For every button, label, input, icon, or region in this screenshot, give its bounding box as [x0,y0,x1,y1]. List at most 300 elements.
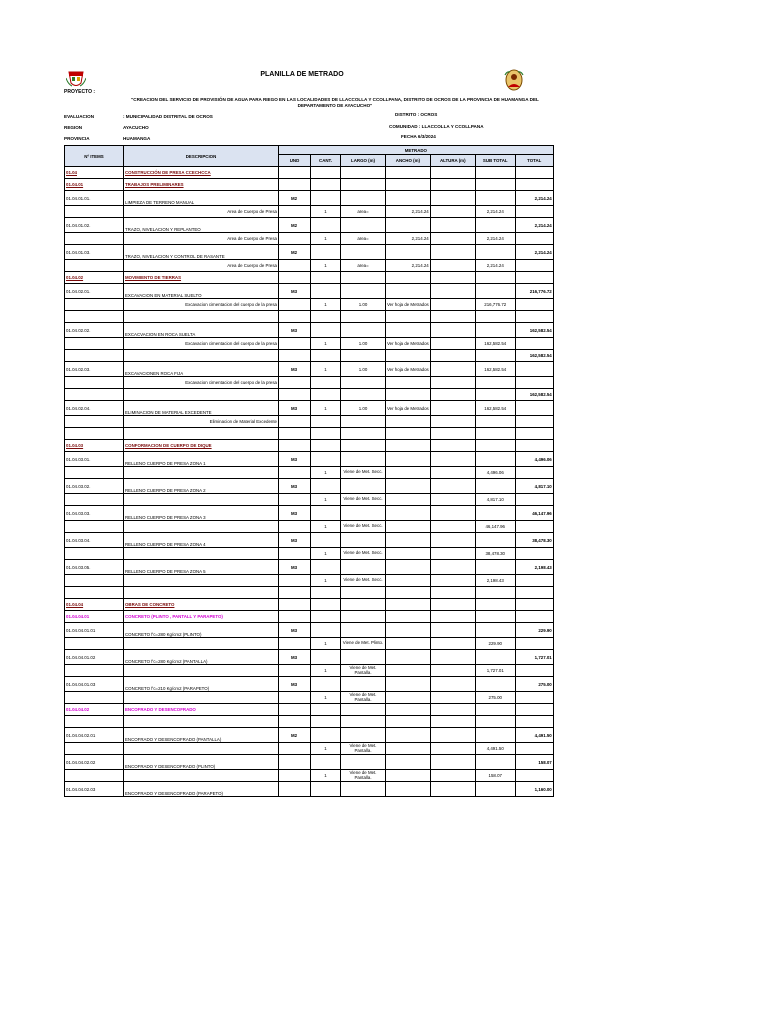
cell-subtotal: 1,727.01 [475,665,515,677]
cell-total [515,233,553,245]
cell-total: 2,214.24 [515,191,553,206]
cell-ancho [386,506,431,521]
cell-total: 1,727.01 [515,650,553,665]
cell-item [65,233,124,245]
cell-largo [341,416,386,428]
cell-altura [430,506,475,521]
cell-cant [311,452,341,467]
cell-cant: 1 [311,521,341,533]
cell-largo [341,272,386,284]
cell-total [515,260,553,272]
cell-subtotal: 162,582.54 [475,401,515,416]
cell-desc [124,467,279,479]
cell-und: M2 [279,728,311,743]
cell-altura [430,650,475,665]
cell-altura [430,350,475,362]
cell-altura [430,587,475,599]
cell-desc: EXCAVACIONEN ROCA FIJA [124,362,279,377]
table-row [65,716,554,728]
cell-total: 275.00 [515,677,553,692]
cell-total [515,716,553,728]
table-row [65,323,554,338]
cell-desc [124,575,279,587]
cell-subtotal [475,245,515,260]
cell-cant [311,728,341,743]
cell-subtotal: 46,147.96 [475,521,515,533]
cell-und: M3 [279,479,311,494]
cell-item [65,716,124,728]
cell-ancho [386,770,431,782]
cell-ancho [386,650,431,665]
cell-ancho [386,677,431,692]
table-row [65,350,554,362]
table-row [65,467,554,479]
cell-und [279,770,311,782]
cell-und [279,611,311,623]
cell-altura [430,389,475,401]
cell-altura [430,218,475,233]
cell-altura [430,704,475,716]
col-header-und: UND [279,155,311,167]
cell-largo [341,704,386,716]
cell-desc: Area de Cuerpo de Presa [124,206,279,218]
cell-item [65,521,124,533]
cell-total: 4,491.50 [515,728,553,743]
cell-desc: Excavacion cimentacion del cuerpo de la presa [124,299,279,311]
cell-altura [430,284,475,299]
cell-und [279,782,311,797]
cell-total [515,587,553,599]
cell-ancho [386,377,431,389]
fecha-value: FECHA 6/3/2024 [401,134,436,139]
cell-item: 01.04.04.01.03 [65,677,124,692]
cell-total [515,272,553,284]
col-header-total: TOTAL [515,155,553,167]
cell-total: 2,214.24 [515,218,553,233]
cell-und: M3 [279,401,311,416]
cell-ancho [386,533,431,548]
cell-desc: LIMPIEZA DE TERRENO MANUAL [124,191,279,206]
cell-largo: area= [341,206,386,218]
cell-ancho: 2,214.24 [386,260,431,272]
cell-desc: CONSTRUCCIÓN DE PRESA CCECHCCA [124,167,279,179]
cell-total: 4,817.10 [515,479,553,494]
cell-subtotal [475,587,515,599]
cell-largo [341,245,386,260]
cell-item: 01.04.04.02.03 [65,782,124,797]
cell-total [515,311,553,323]
table-row [65,506,554,521]
cell-desc: CONCRETO f'c=280 Kg/cm2 (PLINTO) [124,623,279,638]
cell-largo [341,167,386,179]
cell-ancho [386,521,431,533]
cell-desc: RELLENO CUERPO DE PRESA ZONA 5 [124,560,279,575]
table-row [65,548,554,560]
cell-total [515,338,553,350]
cell-desc [124,743,279,755]
cell-altura [430,770,475,782]
cell-total: 216,776.72 [515,284,553,299]
cell-cant: 1 [311,692,341,704]
cell-total [515,521,553,533]
cell-cant: 1 [311,299,341,311]
cell-largo [341,428,386,440]
cell-total [515,692,553,704]
cell-subtotal: 216,776.72 [475,299,515,311]
cell-desc: ENCOFRADO Y DESENCOFRADO (PANTALLA) [124,728,279,743]
cell-und [279,755,311,770]
cell-subtotal: 2,198.43 [475,575,515,587]
cell-altura [430,743,475,755]
cell-ancho: Ver hoja de Metrados [386,338,431,350]
cell-desc: CONCRETO (PLINTO , PANTALL Y PARAPETO) [124,611,279,623]
cell-item: 01.04.04.01.02 [65,650,124,665]
cell-subtotal [475,728,515,743]
cell-und [279,467,311,479]
municipal-crest-logo [504,69,524,91]
cell-und: M3 [279,362,311,377]
cell-und [279,599,311,611]
cell-subtotal [475,377,515,389]
cell-subtotal [475,167,515,179]
cell-cant [311,623,341,638]
col-header-items: Nº ITEMS [65,146,124,167]
cell-subtotal [475,416,515,428]
cell-altura [430,233,475,245]
cell-ancho [386,692,431,704]
cell-item [65,311,124,323]
cell-ancho [386,350,431,362]
cell-altura [430,782,475,797]
cell-ancho [386,179,431,191]
cell-largo: Viene de Met. Pantalla. [341,743,386,755]
cell-subtotal [475,428,515,440]
cell-total [515,206,553,218]
cell-desc [124,587,279,599]
cell-desc: Excavacion cimentacion del cuerpo de la presa [124,338,279,350]
cell-total [515,611,553,623]
cell-total [515,704,553,716]
cell-ancho [386,755,431,770]
cell-und: M3 [279,323,311,338]
cell-cant [311,587,341,599]
cell-ancho [386,611,431,623]
cell-ancho [386,743,431,755]
cell-largo: Viene de Met. Pantalla. [341,770,386,782]
cell-subtotal [475,179,515,191]
cell-altura [430,401,475,416]
cell-total: 229.90 [515,623,553,638]
cell-largo [341,440,386,452]
cell-ancho [386,272,431,284]
cell-largo: area= [341,260,386,272]
cell-cant [311,479,341,494]
cell-largo: 1.00 [341,362,386,377]
cell-largo [341,599,386,611]
table-row [65,611,554,623]
cell-total: 162,582.54 [515,350,553,362]
cell-desc [124,521,279,533]
cell-desc [124,311,279,323]
cell-largo [341,623,386,638]
cell-subtotal [475,611,515,623]
cell-und [279,692,311,704]
cell-largo [341,677,386,692]
cell-ancho [386,218,431,233]
cell-altura [430,638,475,650]
cell-total: 158.07 [515,755,553,770]
table-row [65,338,554,350]
cell-item [65,467,124,479]
cell-altura [430,665,475,677]
cell-cant [311,416,341,428]
col-header-descripcion: DESCRIPCION [124,146,279,167]
cell-und [279,548,311,560]
table-row [65,755,554,770]
cell-item: 01.04.04.02.02 [65,755,124,770]
cell-altura [430,494,475,506]
cell-subtotal [475,716,515,728]
cell-item [65,743,124,755]
cell-cant: 1 [311,260,341,272]
cell-total [515,548,553,560]
cell-cant: 1 [311,206,341,218]
cell-ancho [386,479,431,494]
cell-ancho: 2,214.24 [386,233,431,245]
cell-subtotal [475,389,515,401]
cell-item: 01.04.01.03. [65,245,124,260]
cell-cant [311,677,341,692]
cell-subtotal [475,704,515,716]
cell-item: 01.04.03.03. [65,506,124,521]
cell-und: M3 [279,623,311,638]
cell-ancho [386,440,431,452]
cell-ancho [386,428,431,440]
table-row [65,575,554,587]
cell-subtotal [475,284,515,299]
cell-altura [430,575,475,587]
cell-altura [430,677,475,692]
cell-subtotal [475,272,515,284]
cell-largo [341,323,386,338]
cell-largo [341,533,386,548]
cell-largo [341,782,386,797]
cell-desc [124,428,279,440]
col-header-metrado: METRADO [279,146,554,155]
cell-subtotal: 275.00 [475,692,515,704]
cell-desc: CONFORMACION DE CUERPO DE DIQUE [124,440,279,452]
cell-total [515,599,553,611]
cell-altura [430,716,475,728]
table-row [65,362,554,377]
cell-altura [430,311,475,323]
table-row [65,452,554,467]
page-title: PLANILLA DE METRADO [260,71,344,78]
table-row [65,179,554,191]
cell-ancho [386,311,431,323]
cell-total [515,743,553,755]
cell-item [65,494,124,506]
cell-ancho [386,284,431,299]
cell-ancho [386,323,431,338]
cell-und: M3 [279,452,311,467]
cell-cant: 1 [311,743,341,755]
cell-ancho [386,716,431,728]
cell-largo [341,311,386,323]
cell-und [279,350,311,362]
cell-und: M2 [279,245,311,260]
cell-largo [341,560,386,575]
table-row [65,377,554,389]
table-row [65,428,554,440]
cell-item: 01.04.01.02. [65,218,124,233]
cell-desc: RELLENO CUERPO DE PRESA ZONA 2 [124,479,279,494]
evaluacion-label: EVALUACION [64,114,95,119]
cell-ancho [386,665,431,677]
cell-cant [311,272,341,284]
cell-total: 162,582.54 [515,389,553,401]
cell-desc: ELIMINACION DE MATERIAL EXCEDENTE [124,401,279,416]
cell-und [279,638,311,650]
cell-desc: EXCAVACION EN MATERIAL SUELTO [124,284,279,299]
cell-altura [430,260,475,272]
col-header-ancho: ANCHO (m) [386,155,431,167]
cell-largo: Viene de Met. Secc. [341,467,386,479]
cell-und [279,428,311,440]
cell-cant [311,440,341,452]
cell-cant [311,650,341,665]
cell-cant [311,389,341,401]
cell-altura [430,479,475,494]
cell-altura [430,245,475,260]
cell-desc: TRABAJOS PRELIMINARES [124,179,279,191]
evaluacion-value: : MUNICIPALIDAD DISTRITAL DE OCROS [123,114,213,119]
cell-desc: TRAZO, NIVELACION Y CONTROL DE RASANTE [124,245,279,260]
cell-largo [341,377,386,389]
cell-subtotal [475,452,515,467]
cell-total [515,362,553,377]
cell-cant [311,218,341,233]
cell-total: 2,198.43 [515,560,553,575]
table-row [65,245,554,260]
cell-desc: MOVIMIENTO DE TIERRAS [124,272,279,284]
cell-subtotal [475,560,515,575]
cell-ancho: Ver hoja de Metrados [386,401,431,416]
cell-largo: area= [341,233,386,245]
cell-item: 01.04.02.03. [65,362,124,377]
cell-total [515,377,553,389]
cell-item: 01.04.02.02. [65,323,124,338]
cell-subtotal: 162,582.54 [475,362,515,377]
cell-item: 01.04.02.04. [65,401,124,416]
cell-largo: Viene de Met. Pantalla. [341,692,386,704]
cell-total [515,638,553,650]
cell-subtotal [475,191,515,206]
cell-desc [124,350,279,362]
cell-ancho [386,494,431,506]
provincia-value: HUAMANGA [123,136,151,141]
cell-ancho [386,245,431,260]
cell-cant [311,167,341,179]
cell-cant [311,191,341,206]
cell-item [65,416,124,428]
cell-desc [124,638,279,650]
cell-desc: ENCOFRADO Y DESENCOFRADO (PLINTO) [124,755,279,770]
cell-cant [311,506,341,521]
cell-altura [430,362,475,377]
table-row [65,623,554,638]
distrito-value: DISTRITO : OCROS [395,112,438,117]
cell-ancho [386,638,431,650]
cell-largo [341,728,386,743]
cell-subtotal: 162,582.54 [475,338,515,350]
table-row [65,233,554,245]
cell-und: M3 [279,560,311,575]
cell-ancho [386,191,431,206]
cell-ancho [386,452,431,467]
cell-item [65,350,124,362]
cell-total [515,575,553,587]
cell-ancho [386,587,431,599]
cell-und [279,416,311,428]
cell-total: 162,582.54 [515,323,553,338]
cell-und [279,494,311,506]
cell-cant [311,428,341,440]
cell-item [65,377,124,389]
cell-cant [311,311,341,323]
cell-altura [430,521,475,533]
cell-largo: Viene de Met. Secc. [341,548,386,560]
cell-und [279,206,311,218]
cell-subtotal: 2,214.24 [475,260,515,272]
cell-desc: RELLENO CUERPO DE PRESA ZONA 1 [124,452,279,467]
cell-und [279,743,311,755]
cell-altura [430,692,475,704]
table-row [65,191,554,206]
cell-altura [430,377,475,389]
cell-altura [430,206,475,218]
cell-cant [311,704,341,716]
table-row [65,401,554,416]
cell-desc: CONCRETO f'c=210 Kg/cm2 (PARAPETO) [124,677,279,692]
cell-und [279,716,311,728]
cell-total [515,416,553,428]
cell-altura [430,533,475,548]
cell-altura [430,467,475,479]
cell-subtotal: 38,478.30 [475,548,515,560]
cell-cant: 1 [311,362,341,377]
table-row [65,416,554,428]
cell-cant: 1 [311,233,341,245]
cell-largo [341,611,386,623]
cell-und [279,665,311,677]
cell-total: 2,214.24 [515,245,553,260]
cell-altura [430,452,475,467]
cell-cant [311,560,341,575]
comunidad-value: COMUNIDAD : LLACCOLLA Y CCOLLPANA [389,124,484,129]
cell-largo: 1.00 [341,299,386,311]
cell-desc: Eliminacion de Material Excedente [124,416,279,428]
cell-desc [124,389,279,401]
cell-altura [430,428,475,440]
table-row [65,218,554,233]
table-row [65,299,554,311]
cell-total [515,440,553,452]
cell-largo [341,179,386,191]
cell-cant [311,611,341,623]
table-row [65,677,554,692]
cell-largo [341,716,386,728]
